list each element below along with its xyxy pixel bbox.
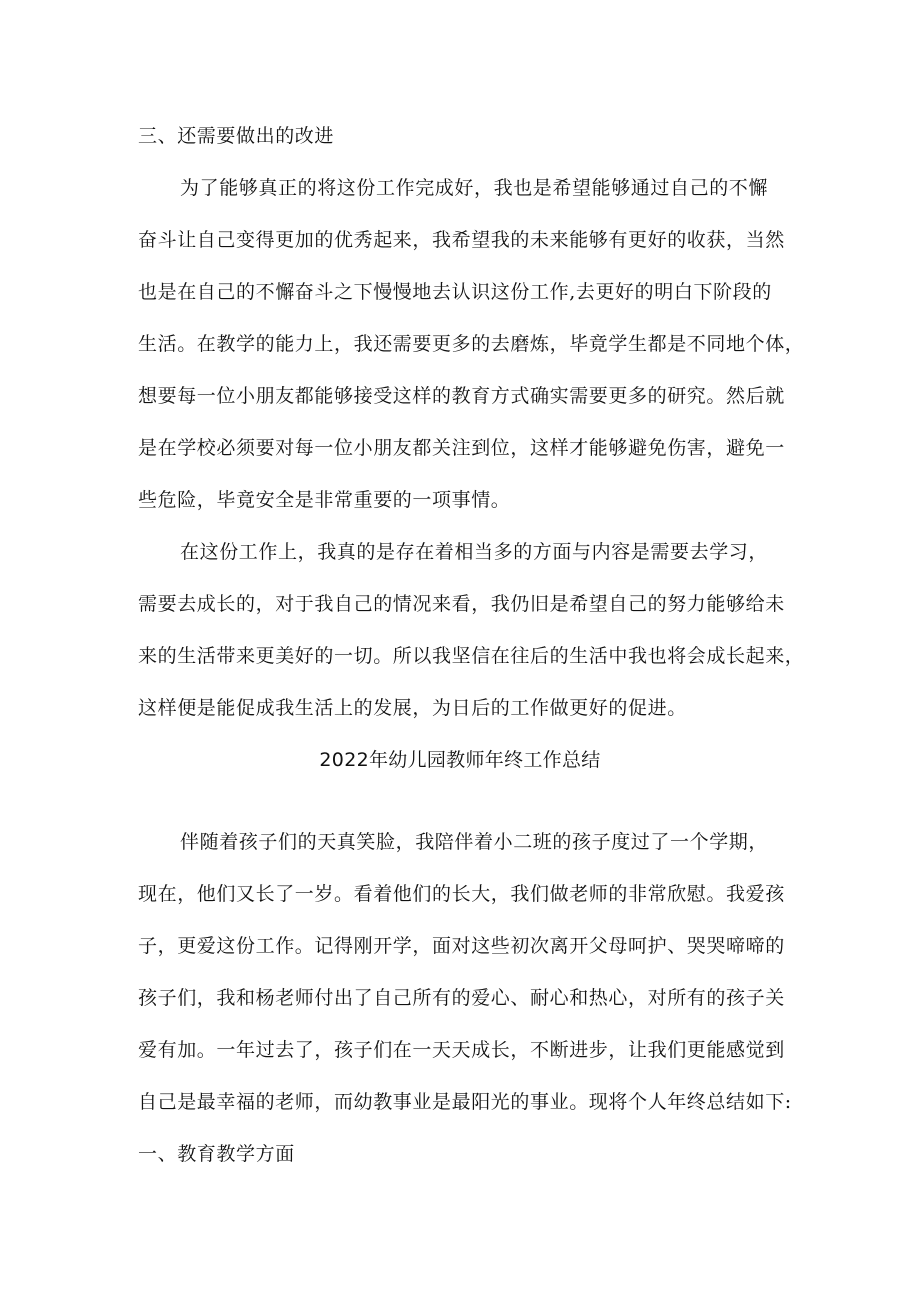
paragraph-line: 现在，他们又长了一岁。看着他们的长大，我们做老师的非常欣慰。我爱孩 <box>138 883 785 905</box>
paragraph-line: 这样便是能促成我生活上的发展，为日后的工作做更好的促进。 <box>138 697 687 719</box>
paragraph-line: 孩子们，我和杨老师付出了自己所有的爱心、耐心和热心，对所有的孩子关 <box>138 987 785 1009</box>
paragraph-line: 是在学校必须要对每一位小朋友都关注到位，这样才能够避免伤害，避免一 <box>138 437 785 459</box>
paragraph-line: 为了能够真正的将这份工作完成好，我也是希望能够通过自己的不懈 <box>180 177 769 199</box>
paragraph-line: 想要每一位小朋友都能够接受这样的教育方式确实需要更多的研究。然后就 <box>138 385 785 407</box>
section-heading-teaching: 一、教育教学方面 <box>138 1143 295 1165</box>
paragraph-line: 来的生活带来更美好的一切。所以我坚信在往后的生活中我也将会成长起来， <box>138 645 805 667</box>
paragraph-line: 也是在自己的不懈奋斗之下慢慢地去认识这份工作,去更好的明白下阶段的 <box>138 281 772 303</box>
section-heading-improvements: 三、还需要做出的改进 <box>138 125 335 147</box>
paragraph-line: 在这份工作上，我真的是存在着相当多的方面与内容是需要去学习， <box>180 541 769 563</box>
paragraph-line: 伴随着孩子们的天真笑脸，我陪伴着小二班的孩子度过了一个学期， <box>180 831 769 853</box>
paragraph-line: 需要去成长的，对于我自己的情况来看，我仍旧是希望自己的努力能够给未 <box>138 593 785 615</box>
paragraph-line: 奋斗让自己变得更加的优秀起来，我希望我的未来能够有更好的收获，当然 <box>138 229 785 251</box>
paragraph-line: 自己是最幸福的老师，而幼教事业是最阳光的事业。现将个人年终总结如下: <box>138 1091 792 1113</box>
paragraph-line: 爱有加。一年过去了，孩子们在一天天成长，不断进步，让我们更能感觉到 <box>138 1039 785 1061</box>
paragraph-line: 些危险，毕竟安全是非常重要的一项事情。 <box>138 489 511 511</box>
document-title: 2022年幼儿园教师年终工作总结 <box>319 749 601 771</box>
paragraph-line: 生活。在教学的能力上，我还需要更多的去磨炼，毕竟学生都是不同地个体， <box>138 333 805 355</box>
paragraph-line: 子，更爱这份工作。记得刚开学，面对这些初次离开父母呵护、哭哭啼啼的 <box>138 935 785 957</box>
